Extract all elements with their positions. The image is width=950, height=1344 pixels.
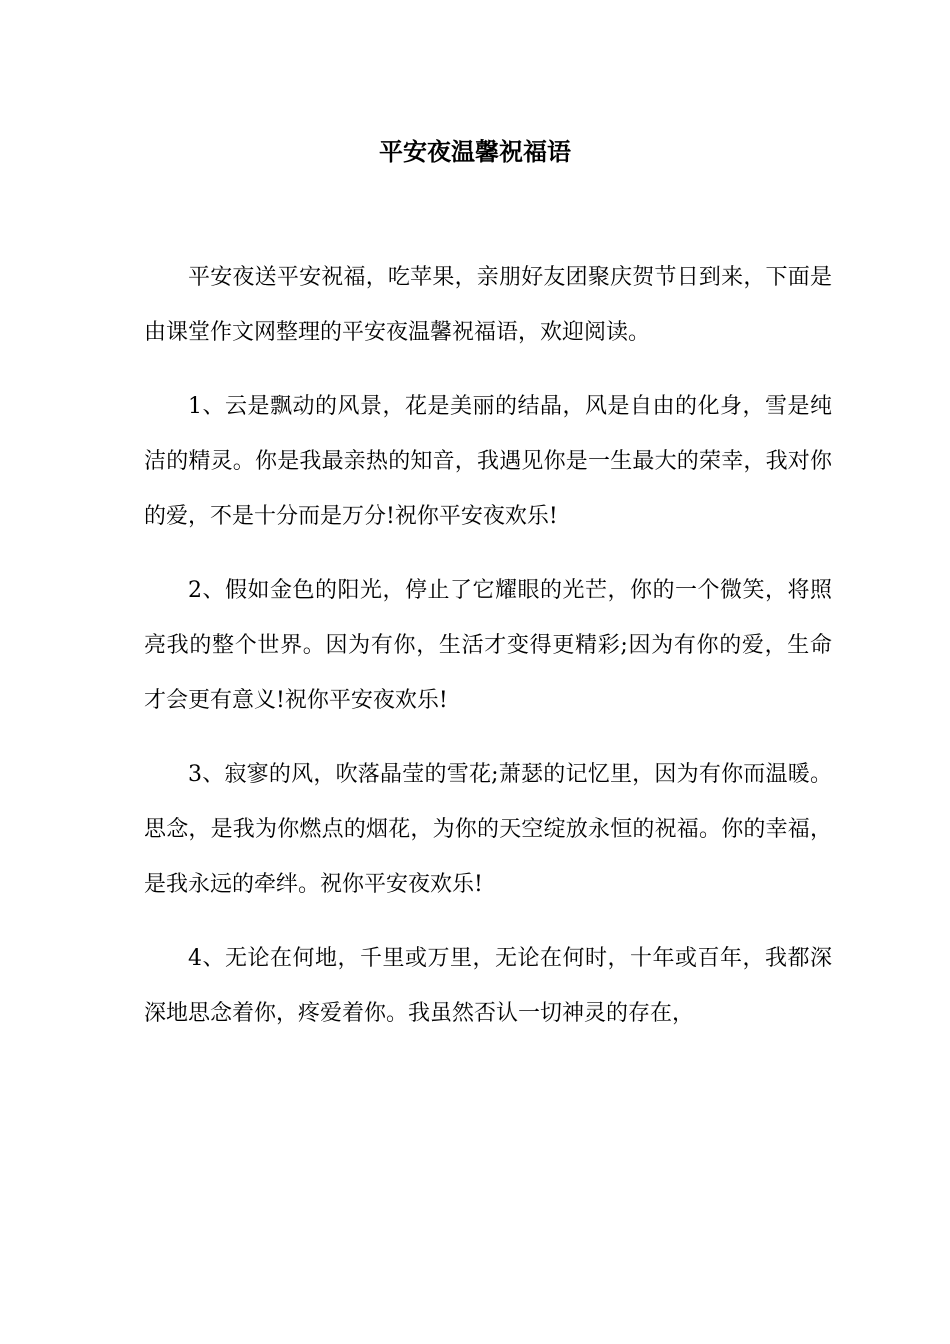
paragraph-wish-4: 4、无论在何地，千里或万里，无论在何时，十年或百年，我都深深地思念着你，疼爱着你。我虽然否认一切神灵的存在， [144, 946, 832, 1026]
document-title: 平安夜温馨祝福语 [379, 137, 571, 166]
paragraph-wish-1: 1、云是飘动的风景，花是美丽的结晶，风是自由的化身，雪是纯洁的精灵。你是我最亲热的知音，我遇见你是一生最大的荣幸，我对你的爱，不是十分而是万分!祝你平安夜欢乐! [144, 394, 832, 529]
paragraph-intro: 平安夜送平安祝福，吃苹果，亲朋好友团聚庆贺节日到来，下面是由课堂作文网整理的平安夜温馨祝福语，欢迎阅读。 [144, 265, 832, 345]
document-body [144, 250, 832, 1060]
paragraph-wish-2: 2、假如金色的阳光，停止了它耀眼的光芒，你的一个微笑，将照亮我的整个世界。因为有你，生活才变得更精彩;因为有你的爱，生命才会更有意义!祝你平安夜欢乐! [144, 578, 832, 713]
paragraph-wish-3: 3、寂寥的风，吹落晶莹的雪花;萧瑟的记忆里，因为有你而温暖。思念，是我为你燃点的烟花，为你的天空绽放永恒的祝福。你的幸福，是我永远的牵绊。祝你平安夜欢乐! [144, 762, 832, 897]
